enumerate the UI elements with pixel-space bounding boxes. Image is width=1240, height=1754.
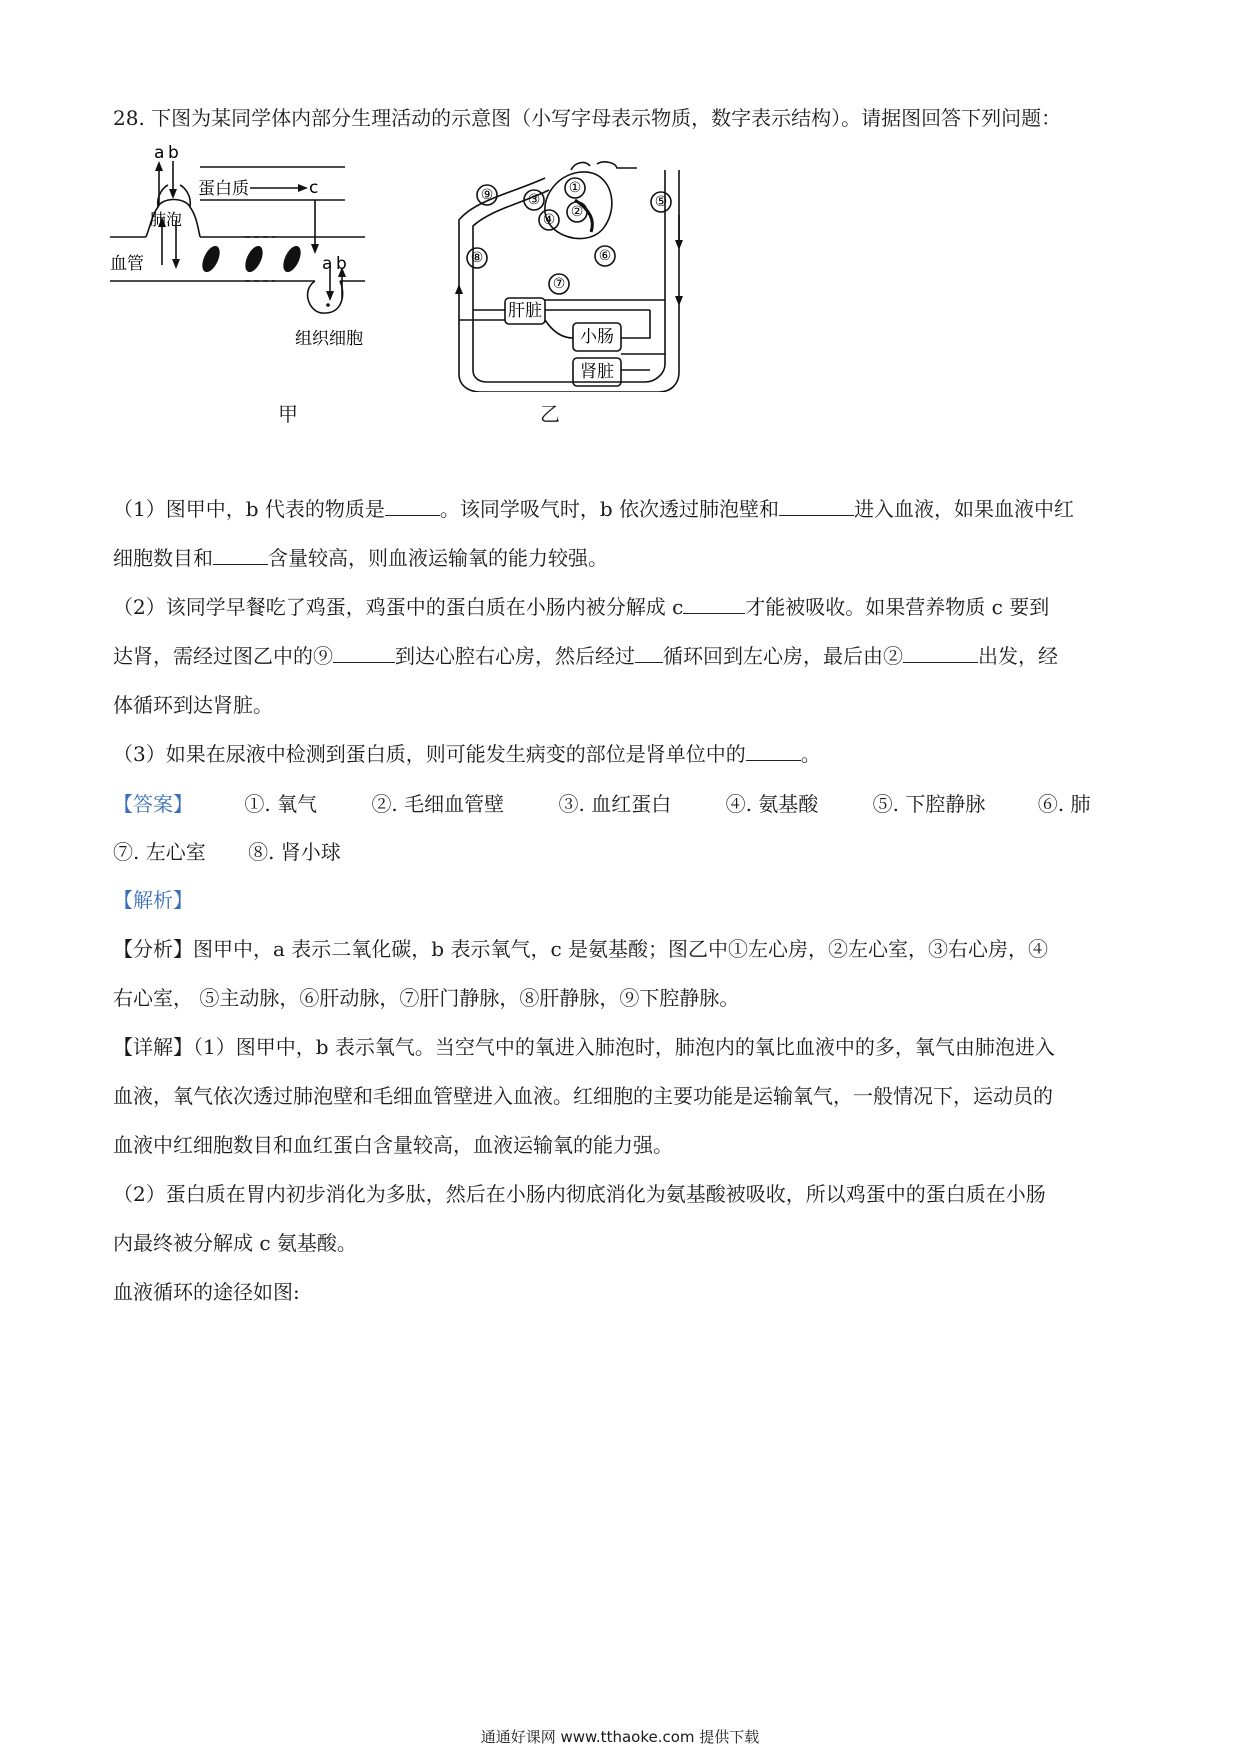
xiangjie-line-4: （2）蛋白质在胃内初步消化为多肽，然后在小肠内彻底消化为氨基酸被吸收，所以鸡蛋中的蛋白质在小肠 — [113, 1182, 1046, 1206]
xiangjie-line-3: 血液中红细胞数目和血红蛋白含量较高，血液运输氧的能力强。 — [113, 1133, 673, 1157]
answer-item: ①. 氧气 — [244, 792, 318, 816]
fenxi-line-2: 右心室， ⑤主动脉，⑥肝动脉，⑦肝门静脉，⑧肝静脉，⑨下腔静脉。 — [113, 986, 740, 1010]
figure-yi — [445, 160, 700, 392]
answer-item: ⑦. 左心室 — [113, 840, 206, 864]
num-4: ④ — [542, 212, 556, 228]
q3-line: （3）如果在尿液中检测到蛋白质，则可能发生病变的部位是肾单位中的 。 — [113, 742, 821, 766]
blank — [683, 593, 745, 614]
num-3: ③ — [527, 192, 541, 208]
num-8: ⑧ — [470, 250, 484, 266]
num-2: ② — [570, 204, 584, 220]
q1-line-2: 细胞数目和 含量较高，则血液运输氧的能力较强。 — [113, 546, 608, 570]
label-alveolus: 肺泡 — [150, 210, 183, 229]
analysis-tag: 【解析】 — [113, 888, 193, 912]
label-b-2: b — [336, 254, 347, 274]
figure-jia-label: 甲 — [278, 402, 298, 426]
label-protein: 蛋白质 — [198, 179, 249, 199]
organ-small-intestine: 小肠 — [580, 327, 614, 347]
label-a: a — [154, 145, 165, 163]
blank — [635, 642, 663, 663]
answer-item: ⑧. 肾小球 — [248, 840, 341, 864]
xiangjie-line-1: 【详解】（1）图甲中，b 表示氧气。当空气中的氧进入肺泡时，肺泡内的氧比血液中的多，氧气由肺泡进入 — [113, 1035, 1055, 1059]
figure-yi-label: 乙 — [540, 402, 560, 426]
answer-line-2 — [113, 838, 341, 866]
fenxi-line-1: 【分析】图甲中，a 表示二氧化碳，b 表示氧气，c 是氨基酸；图乙中①左心房，②左心室，③右心房，④ — [113, 937, 1048, 961]
organ-kidney: 肾脏 — [580, 362, 614, 382]
answer-item: ⑤. 下腔静脉 — [872, 792, 986, 816]
blank — [385, 495, 440, 516]
blank — [333, 642, 395, 663]
answer-item: ③. 血红蛋白 — [558, 792, 672, 816]
num-1: ① — [568, 180, 582, 196]
answer-tag: 【答案】 — [113, 792, 193, 816]
label-b: b — [168, 145, 179, 163]
answer-item: ②. 毛细血管壁 — [371, 792, 505, 816]
label-a-2: a — [322, 254, 333, 274]
blank — [213, 544, 268, 565]
xiangjie-line-5: 内最终被分解成 c 氨基酸。 — [113, 1231, 357, 1255]
blank — [903, 642, 978, 663]
label-c: c — [309, 178, 319, 198]
figure-jia — [110, 145, 410, 355]
q1-line-1: （1）图甲中，b 代表的物质是 。该同学吸气时，b 依次透过肺泡壁和 进入血液，如果血液中红 — [113, 497, 1075, 521]
blank — [746, 740, 801, 761]
footer: 通通好课网 www.tthaoke.com 提供下载 — [480, 1728, 760, 1746]
answer-item: ④. 氨基酸 — [725, 792, 819, 816]
label-tissue-cell: 组织细胞 — [295, 329, 363, 349]
q2-line-2: 达肾，需经过图乙中的⑨ 到达心腔右心房，然后经过 循环回到左心房，最后由② 出发，经 — [113, 644, 1058, 668]
num-9: ⑨ — [480, 187, 494, 203]
q2-line-3: 体循环到达肾脏。 — [113, 693, 273, 717]
q2-line-1: （2）该同学早餐吃了鸡蛋，鸡蛋中的蛋白质在小肠内被分解成 c 才能被吸收。如果营养物质 c 要到 — [113, 595, 1050, 619]
xiangjie-line-2: 血液，氧气依次透过肺泡壁和毛细血管壁进入血液。红细胞的主要功能是运输氧气，一般情况下，运动员的 — [113, 1084, 1053, 1108]
question-title: 28. 下图为某同学体内部分生理活动的示意图（小写字母表示物质，数字表示结构）。请据图回答下列问题： — [113, 106, 1062, 130]
xiangjie-line-6: 血液循环的途径如图: — [113, 1280, 300, 1304]
num-7: ⑦ — [552, 276, 566, 292]
answer-line-1 — [113, 790, 1090, 818]
label-vessel: 血管 — [110, 254, 144, 274]
answer-item: ⑥. 肺 — [1037, 792, 1091, 816]
organ-liver: 肝脏 — [508, 301, 542, 321]
num-5: ⑤ — [654, 194, 668, 210]
num-6: ⑥ — [598, 248, 612, 264]
blank — [779, 495, 854, 516]
